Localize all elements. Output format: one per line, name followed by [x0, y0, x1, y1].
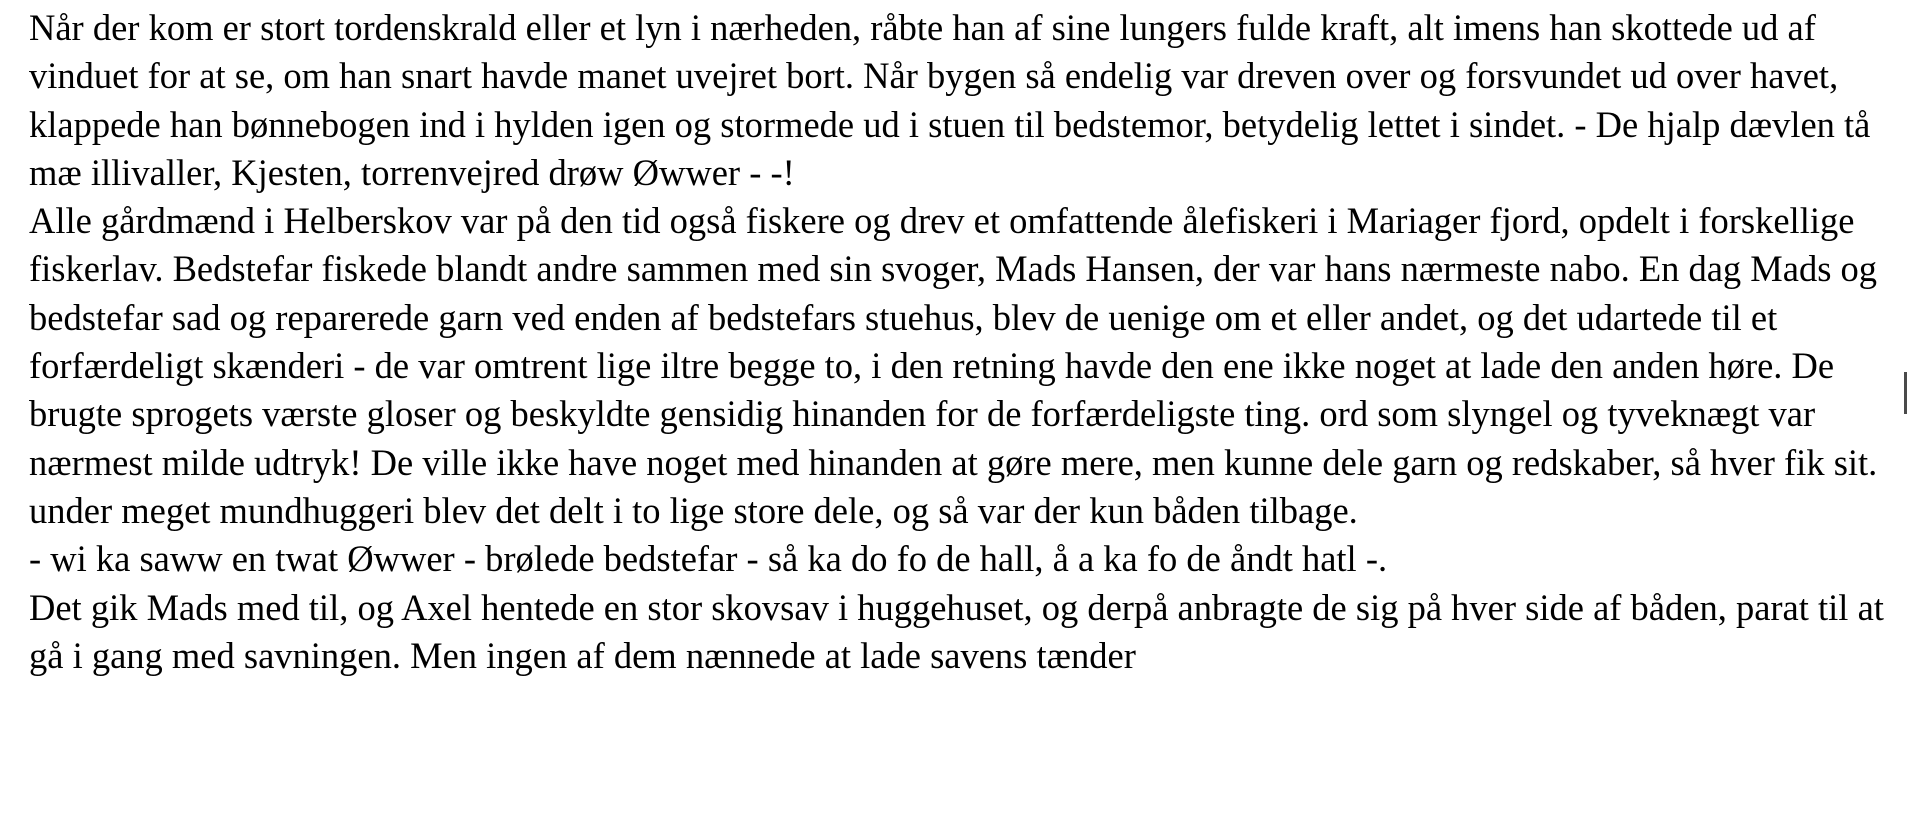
- document-text: [29, 4, 1899, 680]
- paragraph-thunderstorm: Når der kom er stort tordenskrald eller et lyn i nærheden, råbte han af sine lungers fulde kraft, alt imens han skottede ud af vinduet for at se, om han snart havde manet uvejret bort. Når bygen så endelig var dreven over og forsvundet ud over havet, klappede han bønnebogen ind i hylden igen og stormede ud i stuen til bedstemor, betydelig lettet i sindet. - De hjalp dævlen tå mæ illivaller, Kjesten, torrenvejred drøw Øwwer - -!: [29, 7, 1871, 193]
- paragraph-sawing-the-boat: Det gik Mads med til, og Axel hentede en stor skovsav i huggehuset, og derpå anbragte de sig på hver side af båden, parat til at gå i gang med savningen. Men ingen af dem nænnede at lade savens tænder: [29, 586, 1884, 676]
- paragraph-fishermen-quarrel: Alle gårdmænd i Helberskov var på den tid også fiskere og drev et omfattende ålefiskeri i Mariager fjord, opdelt i forskellige fiskerlav. Bedstefar fiskede blandt andre sammen med sin svoger, Mads Hansen, der var hans nærmeste nabo. En dag Mads og bedstefar sad og reparerede garn ved enden af bedstefars stuehus, blev de uenige om et eller andet, og det udartede til et forfærdeligt skænderi - de var omtrent lige iltre begge to, i den retning havde den ene ikke noget at lade den anden høre. De brugte sprogets værste gloser og beskyldte gensidig hinanden for de forfærdeligste ting. ord som slyngel og tyveknægt var nærmest milde udtryk! De ville ikke have noget med hinanden at gøre mere, men kunne dele garn og redskaber, så hver fik sit. under meget mundhuggeri blev det delt i to lige store dele, og så var der kun båden tilbage.: [29, 200, 1878, 531]
- paragraph-saw-the-boat-quote: - wi ka saww en twat Øwwer - brølede bedstefar - så ka do fo de hall, å a ka fo de åndt hatl -.: [29, 538, 1388, 580]
